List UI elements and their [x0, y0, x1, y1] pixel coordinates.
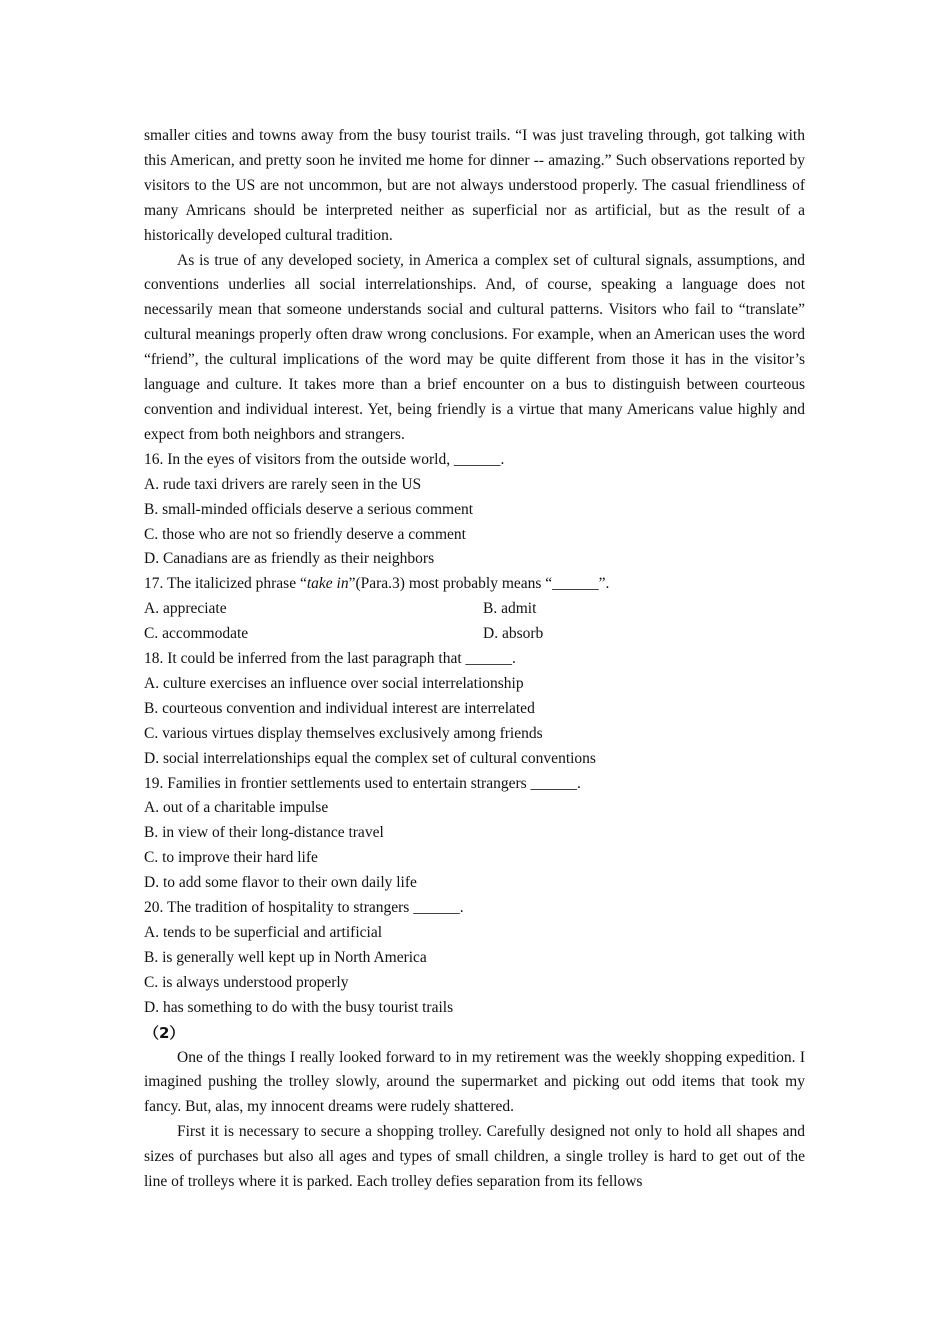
option-d: D. has something to do with the busy tourist trails: [144, 998, 454, 1016]
question-20: [144, 896, 805, 1021]
option-c: C. accommodate: [144, 625, 249, 643]
option-b: B. courteous convention and individual interest are interrelated: [144, 699, 535, 717]
option-d: D. social interrelationships equal the complex set of cultural conventions: [144, 749, 596, 767]
question-18: [144, 647, 805, 772]
option-c: C. is always understood properly: [144, 973, 349, 991]
question-stem: 19. Families in frontier settlements used to entertain strangers ______.: [144, 774, 581, 792]
option-a: A. out of a charitable impulse: [144, 799, 329, 817]
question-16: [144, 448, 805, 573]
document-page: [144, 124, 805, 1195]
question-stem: 16. In the eyes of visitors from the outside world, ______.: [144, 450, 505, 468]
passage2-paragraph-b: First it is necessary to secure a shopping trolley. Carefully designed not only to hold all shapes and sizes of purchases but also all ages and types of small children, a single trolley is hard to get out of the line of trolleys where it is parked. Each trolley defies separation from its fellows: [144, 1123, 805, 1191]
section-heading: （2）: [144, 1023, 185, 1042]
option-b: B. small-minded officials deserve a serious comment: [144, 500, 474, 518]
option-b: B. in view of their long-distance travel: [144, 824, 384, 842]
question-stem: 17. The italicized phrase “take in”(Para.3) most probably means “______”.: [144, 575, 610, 593]
passage1-paragraph-b: As is true of any developed society, in America a complex set of cultural signals, assumptions, and conventions underlies all social interrelationships. And, of course, speaking a language does not necessarily mean that someone understands social and cultural patterns. Visitors who fail to “translate” cultural meanings properly often draw wrong conclusions. For example, when an American uses the word “friend”, the cultural implications of the word may be quite different from those it has in the visitor’s language and culture. It takes more than a brief encounter on a bus to distinguish between courteous convention and individual interest. Yet, being friendly is a virtue that many Americans value highly and expect from both neighbors and strangers.: [144, 251, 805, 443]
option-c: C. those who are not so friendly deserve a comment: [144, 525, 466, 543]
question-19: [144, 772, 805, 897]
option-a: A. appreciate: [144, 600, 227, 618]
option-c: C. various virtues display themselves exclusively among friends: [144, 724, 543, 742]
option-c: C. to improve their hard life: [144, 849, 318, 867]
passage1-paragraph-a: smaller cities and towns away from the busy tourist trails. “I was just traveling through, got talking with this American, and pretty soon he invited me home for dinner -- amazing.” Such observations reported by visitors to the US are not uncommon, but are not always understood properly. The casual friendliness of many Amricans should be interpreted neither as superficial nor as artificial, but as the result of a historically developed cultural tradition.: [144, 127, 805, 244]
option-d: D. Canadians are as friendly as their neighbors: [144, 550, 435, 568]
italic-phrase: take in: [306, 575, 349, 593]
option-a: A. tends to be superficial and artificial: [144, 924, 383, 941]
question-17: [144, 572, 805, 647]
option-a: A. culture exercises an influence over social interrelationship: [144, 674, 524, 692]
option-a: A. rude taxi drivers are rarely seen in the US: [144, 475, 422, 493]
question-stem: 18. It could be inferred from the last paragraph that ______.: [144, 650, 516, 668]
passage2-paragraph-a: One of the things I really looked forward to in my retirement was the weekly shopping expedition. I imagined pushing the trolley slowly, around the supermarket and picking out odd items that took my fancy. But, alas, my innocent dreams were rudely shattered.: [144, 1048, 805, 1116]
option-d: D. to add some flavor to their own daily life: [144, 874, 417, 892]
option-b: B. is generally well kept up in North America: [144, 948, 427, 966]
option-b: B. admit: [483, 600, 537, 618]
question-stem: 20. The tradition of hospitality to strangers ______.: [144, 899, 464, 917]
option-d: D. absorb: [483, 625, 544, 643]
